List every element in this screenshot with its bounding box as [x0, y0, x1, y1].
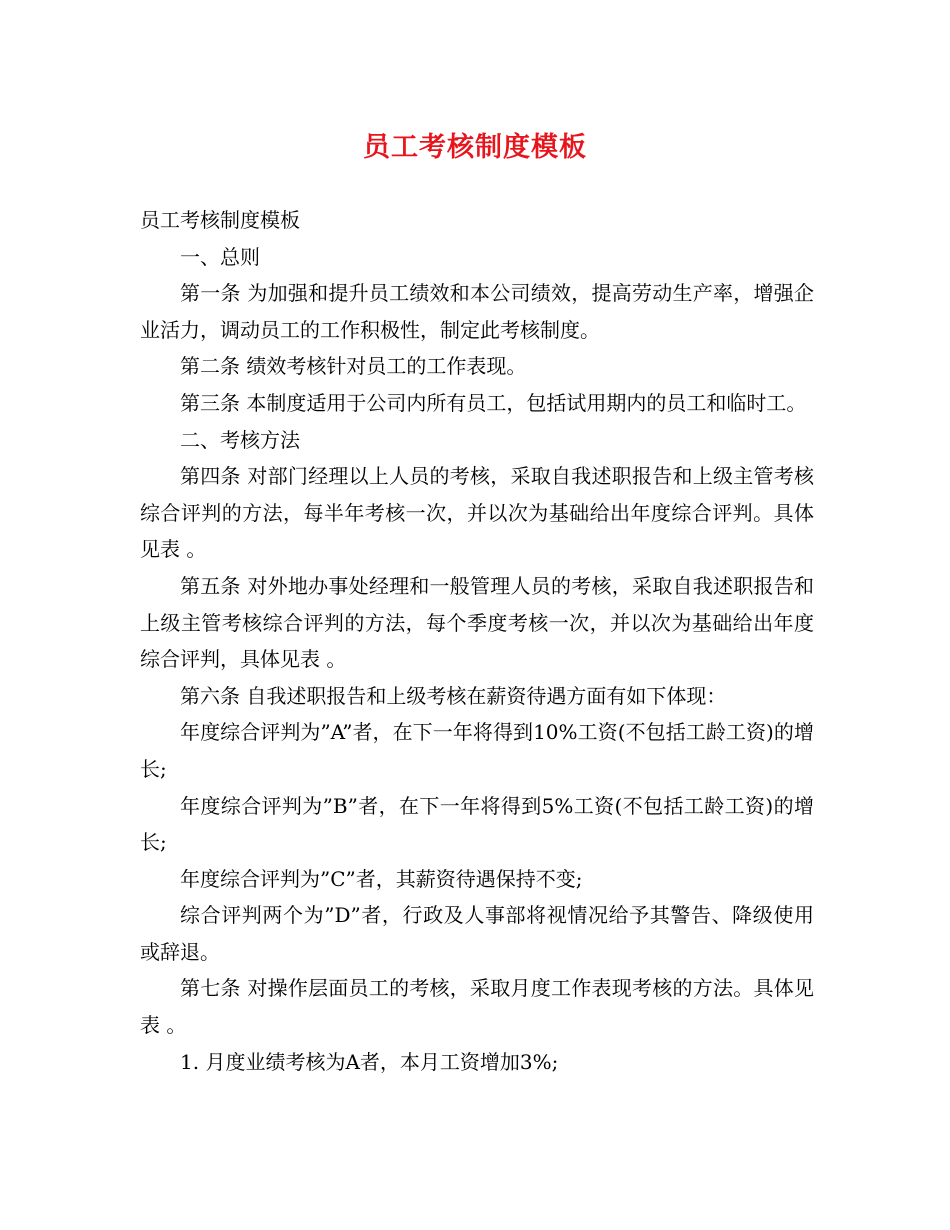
rating-b-paragraph: 年度综合评判为”B”者，在下一年将得到5%工资(不包括工龄工资)的增长;	[140, 793, 814, 855]
article-7: 第七条 对操作层面员工的考核，采取月度工作表现考核的方法。具体见表 。	[140, 976, 814, 1038]
article-4: 第四条 对部门经理以上人员的考核，采取自我述职报告和上级主管考核综合评判的方法，每半年考核一次，并以次为基础给出年度综合评判。具体见表 。	[140, 464, 814, 562]
document-title: 员工考核制度模板	[363, 132, 587, 163]
rating-c-paragraph: 年度综合评判为”C”者，其薪资待遇保持不变;	[180, 866, 583, 891]
paragraph-subtitle: 员工考核制度模板	[140, 208, 300, 232]
rating-d-paragraph: 综合评判两个为”D”者，行政及人事部将视情况给予其警告、降级使用或辞退。	[140, 903, 814, 964]
article-2: 第二条 绩效考核针对员工的工作表现。	[180, 354, 527, 379]
list-item-1: 1. 月度业绩考核为A者，本月工资增加3%;	[180, 1049, 559, 1074]
article-1: 第一条 为加强和提升员工绩效和本公司绩效，提高劳动生产率，增强企业活力，调动员工的工作积极性，制定此考核制度。	[140, 281, 814, 342]
article-6: 第六条 自我述职报告和上级考核在薪资待遇方面有如下体现：	[180, 683, 727, 708]
rating-a-paragraph: 年度综合评判为”A”者，在下一年将得到10%工资(不包括工龄工资)的增长;	[140, 720, 814, 781]
section-heading-general: 一、总则	[180, 244, 260, 269]
article-3: 第三条 本制度适用于公司内所有员工，包括试用期内的员工和临时工。	[180, 390, 807, 415]
section-heading-method: 二、考核方法	[180, 427, 300, 452]
article-5: 第五条 对外地办事处经理和一般管理人员的考核，采取自我述职报告和上级主管考核综合评判的方法，每个季度考核一次，并以次为基础给出年度综合评判，具体见表 。	[140, 573, 814, 672]
document-body	[140, 202, 814, 1080]
